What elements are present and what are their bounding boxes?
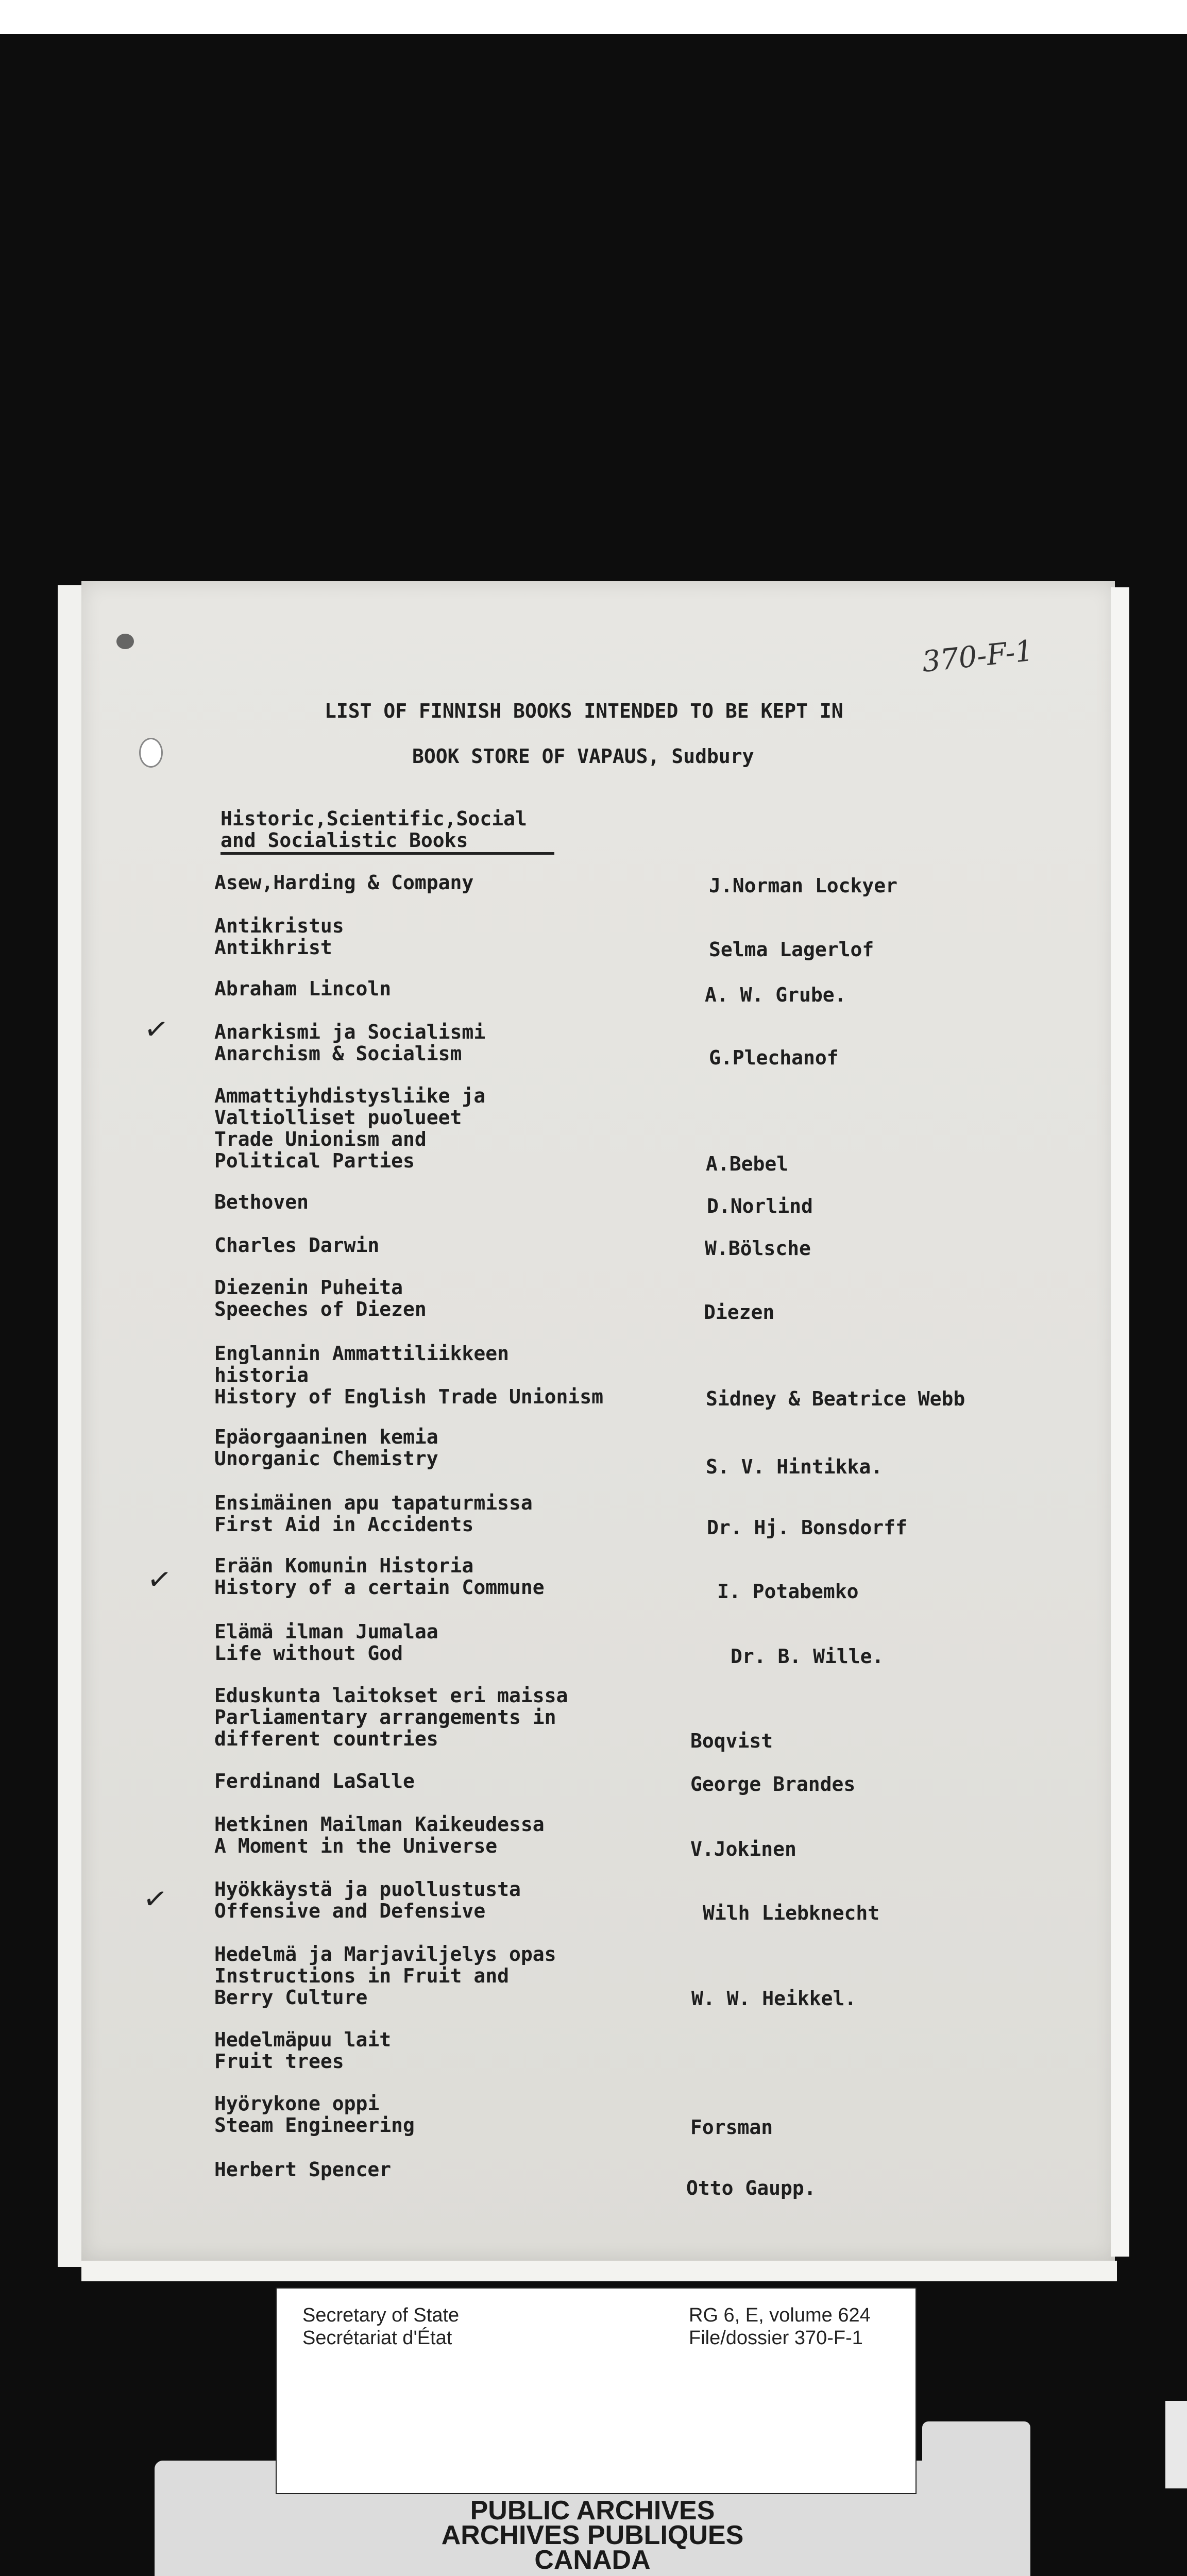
- book-title: Elämä ilman Jumalaa Life without God: [214, 1620, 438, 1665]
- film-top-strip: [0, 0, 1187, 34]
- book-author: Diezen: [704, 1301, 775, 1324]
- paper-right-edge: [1111, 587, 1129, 2257]
- book-author: Wilh Liebknecht: [703, 1902, 880, 1924]
- checkmark-icon: ✓: [145, 1562, 174, 1598]
- book-title: Hyörykone oppi Steam Engineering: [214, 2092, 415, 2137]
- book-author: J.Norman Lockyer: [709, 874, 898, 897]
- book-title: Epäorgaaninen kemia Unorganic Chemistry: [214, 1426, 438, 1470]
- book-author: Sidney & Beatrice Webb: [706, 1387, 965, 1410]
- book-author: Boqvist: [690, 1730, 773, 1752]
- book-author: Dr. Hj. Bonsdorff: [707, 1516, 907, 1539]
- book-title: Erään Komunin Historia History of a certain Commune: [214, 1554, 545, 1599]
- section-heading: [221, 808, 527, 851]
- book-author: V.Jokinen: [690, 1838, 796, 1860]
- banner-line-2: ARCHIVES PUBLIQUES: [441, 2520, 744, 2550]
- banner-line-3: CANADA: [534, 2545, 651, 2575]
- book-title: Hedelmä ja Marjaviljelys opas Instructions in Fruit and Berry Culture: [214, 1943, 556, 2009]
- book-author: A.Bebel: [706, 1153, 789, 1175]
- book-title: Antikristus Antikhrist: [214, 914, 344, 959]
- book-title: Hetkinen Mailman Kaikeudessa A Moment in the Universe: [214, 1813, 545, 1857]
- book-title: Ammattiyhdistysliike ja Valtiolliset puolueet Trade Unionism and Political Parties: [214, 1084, 486, 1172]
- punch-hole: [139, 738, 163, 768]
- book-title: Eduskunta laitokset eri maissa Parliamentary arrangements in different countries: [214, 1684, 568, 1750]
- section-heading-line-1: Historic,Scientific,Social: [221, 807, 527, 830]
- book-title: Herbert Spencer: [214, 2158, 392, 2181]
- book-title: Hyökkäystä ja puollustusta Offensive and Defensive: [214, 1878, 521, 1922]
- book-author: George Brandes: [690, 1773, 856, 1795]
- reference-label: RG 6, E, volume 624 File/dossier 370-F-1: [689, 2304, 871, 2349]
- section-heading-line-2: and Socialistic Books: [221, 829, 468, 852]
- book-author: G.Plechanof: [709, 1046, 839, 1069]
- archive-reference-card: [276, 2287, 917, 2494]
- book-author: Selma Lagerlof: [709, 938, 874, 961]
- ink-dot: [116, 634, 134, 649]
- book-title: Englannin Ammattiliikkeen historia History of English Trade Unionism: [214, 1342, 603, 1408]
- section-underline: [221, 852, 554, 855]
- book-title: Asew,Harding & Company: [214, 871, 474, 894]
- checkmark-icon: ✓: [141, 1881, 170, 1918]
- book-title: Ensimäinen apu tapaturmissa First Aid in Accidents: [214, 1492, 533, 1536]
- paper-left-edge: [58, 585, 84, 2267]
- book-author: S. V. Hintikka.: [706, 1455, 883, 1478]
- checkmark-icon: ✓: [142, 1011, 171, 1048]
- department-label: Secretary of State Secrétariat d'État: [302, 2304, 460, 2349]
- heading-line-1: LIST OF FINNISH BOOKS INTENDED TO BE KEPT IN: [325, 700, 843, 722]
- film-edge-mark: [1165, 2401, 1187, 2488]
- book-author: Dr. B. Wille.: [731, 1645, 884, 1668]
- book-author: D.Norlind: [707, 1195, 813, 1217]
- paper-bottom-edge: [81, 2261, 1117, 2281]
- banner-line-1: PUBLIC ARCHIVES: [470, 2496, 715, 2526]
- book-author: W. W. Heikkel.: [691, 1987, 857, 2010]
- book-author: A. W. Grube.: [705, 984, 846, 1006]
- heading-line-2: BOOK STORE OF VAPAUS, Sudbury: [412, 745, 754, 768]
- book-title: Charles Darwin: [214, 1234, 380, 1257]
- book-title: Diezenin Puheita Speeches of Diezen: [214, 1276, 427, 1320]
- book-author: W.Bölsche: [705, 1237, 811, 1260]
- book-title: Hedelmäpuu lait Fruit trees: [214, 2028, 392, 2073]
- book-author: Forsman: [690, 2116, 773, 2139]
- book-author: I. Potabemko: [717, 1580, 859, 1603]
- book-title: Ferdinand LaSalle: [214, 1770, 415, 1792]
- book-title: Anarkismi ja Socialismi Anarchism & Socialism: [214, 1021, 486, 1065]
- book-title: Bethoven: [214, 1191, 309, 1213]
- book-title: Abraham Lincoln: [214, 977, 392, 1000]
- book-author: Otto Gaupp.: [686, 2177, 816, 2199]
- handwritten-file-number: 370-F-1: [920, 634, 1035, 679]
